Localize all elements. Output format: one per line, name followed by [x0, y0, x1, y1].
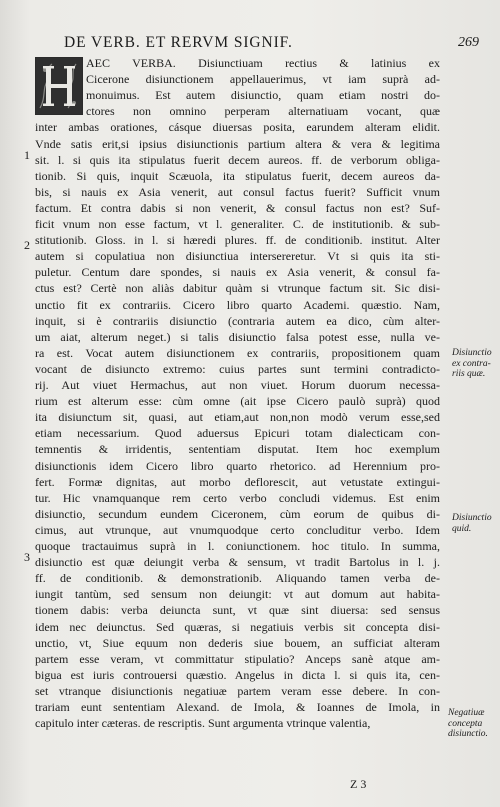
text-line: unctio fit ex contrariis. Cicero libro quarto Academi. quæstio. Nam,	[35, 297, 440, 312]
page-number: 269	[458, 35, 479, 50]
text-line: inter ambas orationes, cásque diuersas posita, earundem alteram elidit.	[35, 120, 440, 135]
decorated-initial	[35, 57, 83, 115]
text-line: iungit tantùm, sed sensum non deiungit: vt aut domum aut habita-	[35, 587, 440, 602]
text-line: vocant de disiuncto extremo: cuius partes sunt termini contradicto-	[35, 361, 440, 376]
text-line: puletur. Centum dare spondes, si nauis ex Asia venerit, & consul fa-	[35, 265, 440, 280]
text-line: unctio, vt, Siue equum non dederis siue bouem, an sufficiat alteram	[35, 635, 440, 650]
text-line: inquit, si è contrariis disiunctio (contraria autem ea dico, cùm alter-	[35, 313, 440, 328]
text-line: sit. l. si quis ita stipulatus fuerit decem aureos. ff. de verborum obliga-	[35, 152, 440, 167]
text-line: tur. Hic vnamquanque rem certo verbo concludi videmus. Est enim	[35, 490, 440, 505]
text-line: um aiat, alterum neget.) si talis disiunctio falsa potest esse, nulla ve-	[35, 329, 440, 344]
margin-number: 1	[24, 148, 30, 162]
text-line: autem si copulatiua non disiunctiua intersereretur. Vt si quis ita sti-	[35, 249, 440, 264]
text-line: set vtranque disiunctionis negatiuæ partem veram esse debere. In con-	[35, 683, 440, 698]
text-line: ficit vnum non esse factum, vt l. generaliter. C. de institutionib. & sub-	[35, 217, 440, 231]
text-line: etiam necessarium. Quod aduersus Epicuri totam dialecticam con-	[35, 426, 440, 441]
text-line: Vnde satis erit,si ipsius disiunctionis partium altera & vera & legitima	[35, 136, 440, 151]
text-line: ita disiunctum sit, quasi, aut etiam,aut non,non modò verum esse,sed	[35, 410, 440, 425]
text-line: monuimus. Est autem disiunctio, quam etiam nostri do-	[86, 88, 440, 103]
text-line: disiunctio est quæ deiungit verba & sensum, vt tradit Bartolus in l. j.	[35, 555, 440, 570]
text-line: capitulo inter cæteras. de rescriptis. Sunt argumenta vtrinque valentia,	[35, 716, 371, 731]
text-line: bis, si nauis ex Asia venerit, aut consul factus fuerit? Sufficit vnum	[35, 184, 440, 199]
text-line: AEC VERBA. Disiunctiuam rectius & latinius ex	[86, 56, 440, 70]
text-line: disiunctionis idem Cicero libro quarto rhetorico. ad Herennium pro-	[35, 458, 440, 473]
margin-gloss: Disiunctio quid.	[452, 513, 492, 534]
text-line: ff. de conditionib. & demonstrationib. Aliquando tamen verba de-	[35, 571, 440, 586]
text-line: stitutionib. Gloss. in l. si hæredi plures. ff. de conditionib. institut. Alter	[35, 233, 440, 248]
text-line: tionem dabis: verba deiuncta sunt, vt quæ sint diuersa: sed sensus	[35, 603, 440, 618]
text-line: bigua est iuris controuersi quæstio. Angelus in dicta l. si quis ita, cen-	[35, 667, 440, 682]
signature-mark: Z 3	[350, 777, 367, 791]
margin-number: 2	[24, 238, 30, 252]
text-line: fert. Formæ dignitas, aut morbo deflorescit, aut vetustate extingui-	[35, 474, 440, 489]
margin-number: 3	[24, 550, 30, 564]
margin-gloss: Disiunctio ex contra- riis quæ.	[452, 348, 492, 379]
text-line: rium est alterum esse: cùm omne (ait ipse Cicero paulò suprà) quod	[35, 394, 440, 409]
text-line: cimus, aut vtrunque, aut vnumquodque certo concluditur verbo. Idem	[35, 522, 440, 537]
text-line: rij. Aut viuet Hermachus, aut non viuet. Horum duorum necessa-	[35, 378, 440, 392]
text-line: factum. Et contra dabis si non venerit, & consul factus non est? Suf-	[35, 200, 440, 215]
margin-gloss: Negatiuæ concepta disiunctio.	[448, 708, 488, 739]
text-line: trariam eunt sententiam Alexand. de Imola, & Ioannes de Imola, in	[35, 700, 440, 714]
text-line: tionib. Si quis, inquit Scæuola, ita stipulatus fuerit, decem aureos da-	[35, 168, 440, 183]
text-line: partem esse veram, vt committatur stipulatio? Anceps sanè atque am-	[35, 651, 440, 666]
text-line: ctores non omnino perperam alternatiuam vocant, quæ	[86, 104, 440, 119]
text-line: ra est. Vocat autem disiunctionem ex contrariis, propositionem quam	[35, 345, 440, 360]
text-line: quoque tractauimus suprà in l. coniunctionem. hoc titulo. In summa,	[35, 539, 440, 553]
text-line: ctus est? Certè non aliàs dabitur quàm si vtrunque factum sit. Sic disi-	[35, 281, 440, 296]
text-line: idem nec deiunctus. Sed quæras, si negatiuis verbis sit concepta disi-	[35, 619, 440, 634]
text-line: temnentis & irridentis, sententiam disputat. Item hoc exemplum	[35, 442, 440, 457]
text-line: Cicerone disiunctionem appellauerimus, vt iam suprà ad-	[86, 72, 440, 87]
text-line: disiunctio, secundum eundem Ciceronem, cùm eorum de quibus di-	[35, 506, 440, 521]
running-head: DE VERB. ET RERVM SIGNIF.	[64, 34, 293, 51]
